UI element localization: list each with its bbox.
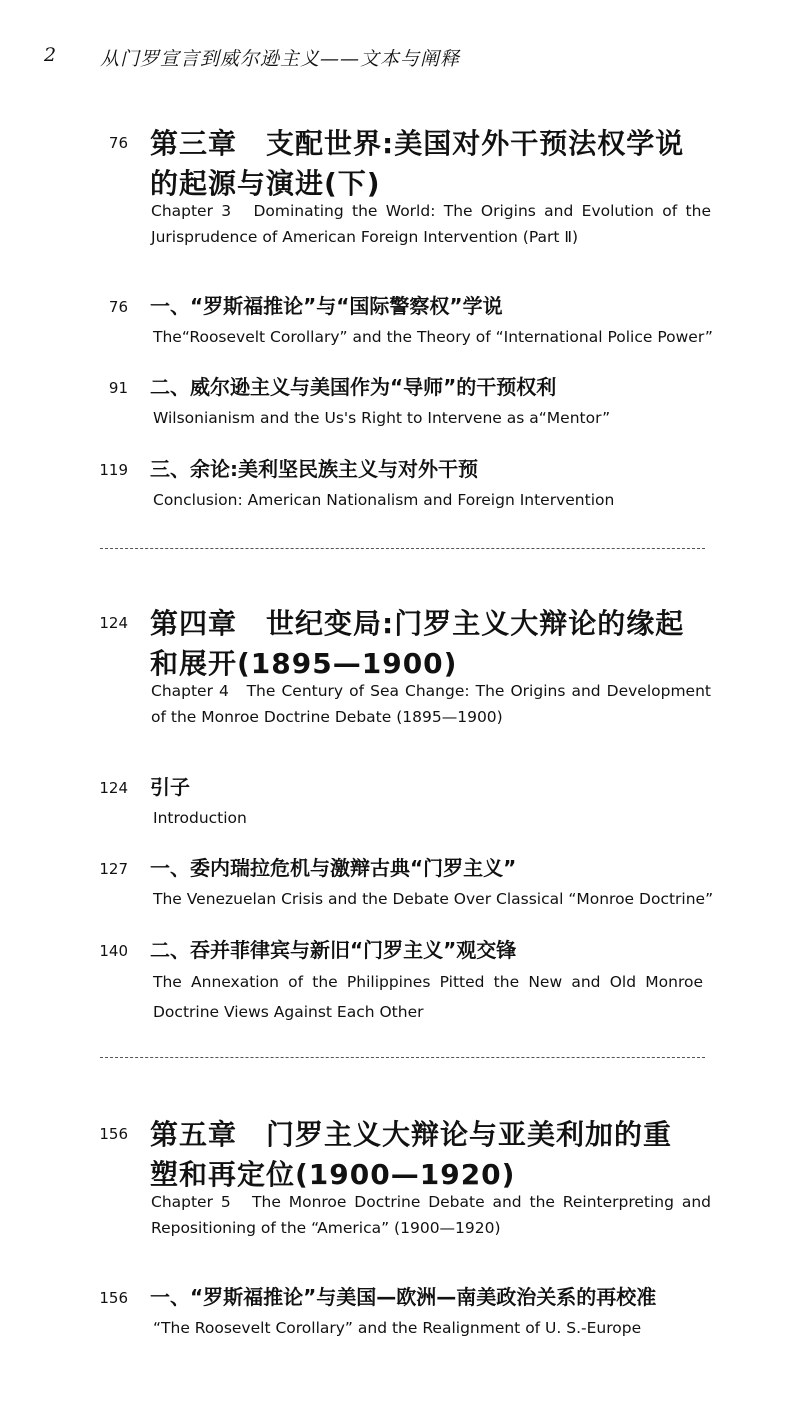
chapter-4-page: 124: [99, 614, 128, 632]
section-page: 76: [108, 298, 128, 316]
page-header: [44, 44, 750, 74]
section-title-zh: 二、吞并菲律宾与新旧“门罗主义”观交锋: [150, 938, 517, 962]
section-title-zh: 一、委内瑞拉危机与激辩古典“门罗主义”: [150, 856, 517, 880]
section-title-zh: 一、“罗斯福推论”与“国际警察权”学说: [150, 294, 503, 318]
section-title-en: The Venezuelan Crisis and the Debate Over Classical “Monroe Doctrine”: [153, 890, 714, 908]
section-title-en: Conclusion: American Nationalism and Foreign Intervention: [153, 491, 615, 509]
section-title-en: The“Roosevelt Corollary” and the Theory of “International Police Power”: [153, 328, 713, 346]
section-page: 119: [99, 461, 128, 479]
section-title-zh: 引子: [150, 775, 190, 799]
section-title-zh: 三、余论:美利坚民族主义与对外干预: [150, 457, 478, 481]
section-page: 127: [99, 860, 128, 878]
chapter-3-title-en: Chapter 3 Dominating the World: The Origins and Evolution of the Jurisprudence of American Foreign Intervention (Part Ⅱ): [151, 202, 711, 246]
chapter-5-title-en: Chapter 5 The Monroe Doctrine Debate and the Reinterpreting and Repositioning of the “America” (1900—1920): [151, 1193, 711, 1237]
section-page: 91: [108, 379, 128, 397]
page-number: 2: [44, 44, 58, 66]
chapter-5-title-zh: 第五章 门罗主义大辩论与亚美利加的重 塑和再定位(1900—1920): [150, 1118, 673, 1191]
chapter-3-title-zh: 第三章 支配世界:美国对外干预法权学说 的起源与演进(下): [150, 127, 685, 200]
section-title-en: Wilsonianism and the Us's Right to Intervene as a“Mentor”: [153, 409, 611, 427]
chapter-3-page: 76: [108, 134, 128, 152]
section-page: 156: [99, 1289, 128, 1307]
section-page: 140: [99, 942, 128, 960]
chapter-4-title-zh: 第四章 世纪变局:门罗主义大辩论的缘起 和展开(1895—1900): [150, 607, 685, 680]
section-title-en: The Annexation of the Philippines Pitted the New and Old Monroe Doctrine Views Against Each Other: [153, 973, 703, 1021]
section-title-zh: 一、“罗斯福推论”与美国—欧洲—南美政治关系的再校准: [150, 1285, 657, 1309]
section-title-zh: 二、威尔逊主义与美国作为“导师”的干预权利: [150, 375, 557, 399]
section-divider: [100, 548, 705, 549]
section-title-en: “The Roosevelt Corollary” and the Realignment of U. S.-Europe: [153, 1319, 642, 1337]
section-page: 124: [99, 779, 128, 797]
chapter-4-title-en: Chapter 4 The Century of Sea Change: The Origins and Development of the Monroe Doctrine Debate (1895—1900): [151, 682, 711, 726]
section-divider: [100, 1057, 705, 1058]
chapter-5-page: 156: [99, 1125, 128, 1143]
section-title-en: Introduction: [153, 809, 247, 827]
running-title: 从门罗宣言到威尔逊主义——文本与阐释: [100, 48, 461, 70]
